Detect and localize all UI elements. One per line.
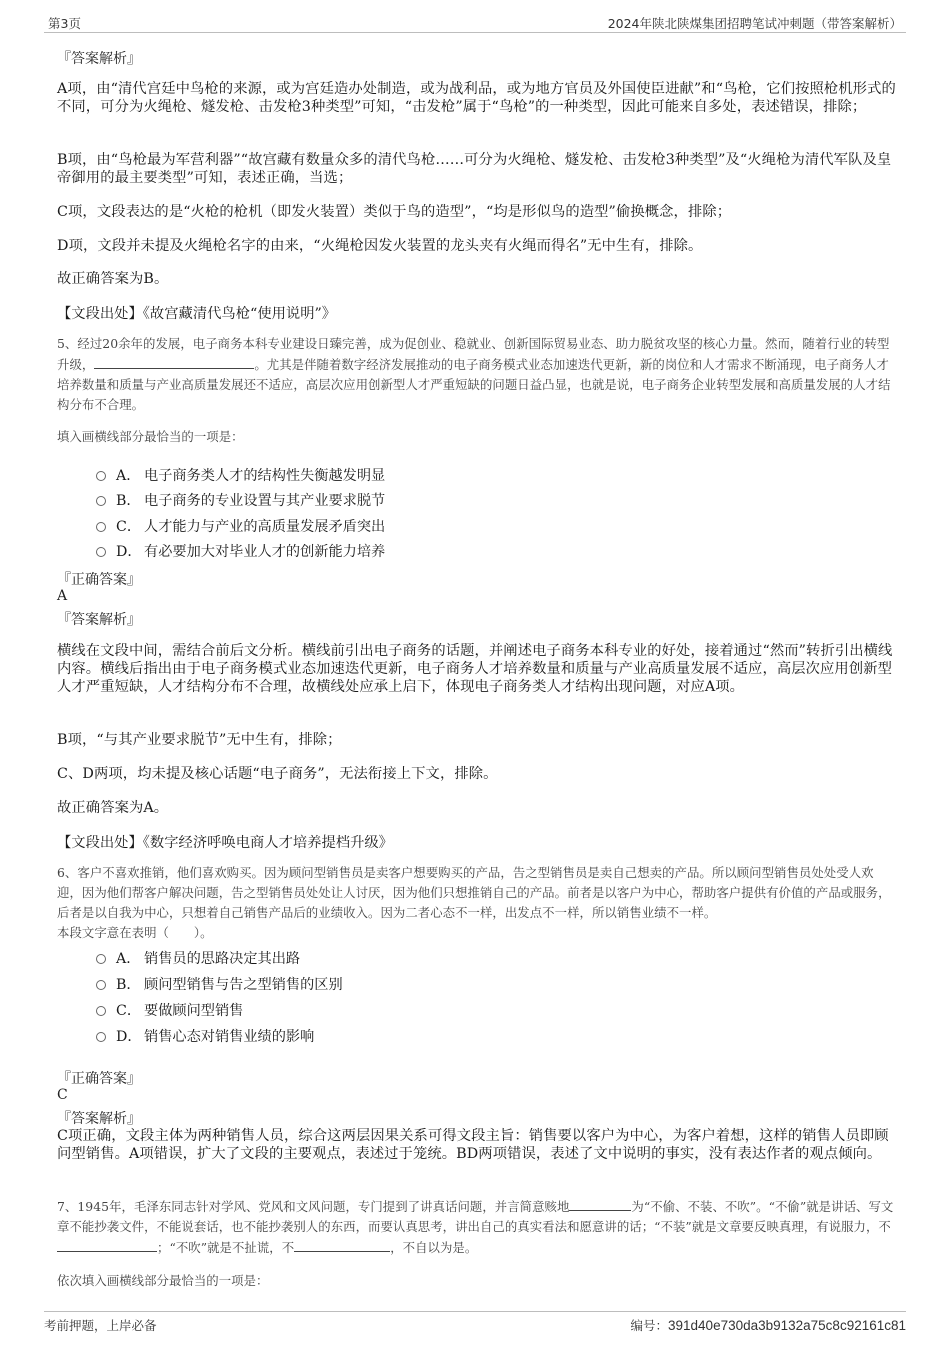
q5-answer: A <box>57 588 68 604</box>
q5-stem: 5、经过20余年的发展，电子商务本科专业建设日臻完善，成为促创业、稳就业、创新国际贸易业态、助力脱贫攻坚的核心力量。然而，随着行业的转型升级， 。尤其是伴随着数字经济发展推动的电子商务模式业态加速迭代更新，新的岗位和人才需求不断涌现，电子商务人才培养数量和质量与产业高质量发展还不适应，高层次应用创新型人才严重短缺的问题日益凸显，也就是说，电子商务企业转型发展和高质量发展的人才结构分布不合理。 <box>57 336 891 412</box>
document-title: 2024年陕北陕煤集团招聘笔试冲刺题（带答案解析） <box>607 16 902 31</box>
document-code <box>631 1316 907 1334</box>
q4-analysis-c: C项，文段表达的是“火枪的枪机（即发火装置）类似于鸟的造型”，“均是形似鸟的造型”偷换概念，排除； <box>57 204 732 220</box>
fill-blank <box>57 1237 157 1252</box>
q4-source <box>57 303 898 323</box>
q5-source <box>57 832 898 852</box>
radio-icon[interactable] <box>96 547 106 557</box>
analysis-label: 『答案解析』 <box>57 612 141 628</box>
code-label: 编号： <box>630 1318 669 1333</box>
page-number: 第3页 <box>48 16 81 31</box>
radio-icon[interactable] <box>96 954 106 964</box>
q4-conclusion: 故正确答案为B。 <box>57 271 169 287</box>
fill-blank <box>294 1237 390 1252</box>
radio-icon[interactable] <box>96 496 106 506</box>
q4-analysis-b: B项，由“鸟枪最为军营利器”“故宫藏有数量众多的清代鸟枪……可分为火绳枪、燧发枪、击发枪3种类型”及“火绳枪为清代军队及皇帝御用的最主要类型”可知，表述正确，当选； <box>57 152 892 186</box>
correct-answer-label: 『正确答案』 <box>57 1071 141 1087</box>
footer-slogan: 考前押题，上岸必备 <box>44 1318 157 1333</box>
q6-answer: C <box>57 1087 68 1103</box>
q5-analysis-cd: C、D两项，均未提及核心话题“电子商务”，无法衔接上下文，排除。 <box>57 766 498 782</box>
q4-analysis-d: D项，文段并未提及火绳枪名字的由来，“火绳枪因发火装置的龙头夹有火绳而得名”无中生有，排除。 <box>57 238 703 254</box>
q7-stem: 7、1945年，毛泽东同志针对学风、党风和文风问题，专门提到了讲真话问题，并言简意赅地 为“不偷、不装、不吹”。“不偷”就是讲话、写文章不能抄袭文件，不能说套话，也不能抄袭别人的东西，而要认真思考，讲出自己的真实看法和愿意讲的话；“不装”就是文章要反映真理，有说服力，不；“不吹”就是不扯谎，不 ，不自以为是。 <box>57 1196 898 1258</box>
source-title: 《数字经济呼唤电商人才培养提档升级》 <box>142 835 393 851</box>
radio-icon[interactable] <box>96 471 106 481</box>
radio-icon[interactable] <box>96 522 106 532</box>
q6-prompt: 本段文字意在表明（ ）。 <box>57 925 213 940</box>
radio-icon[interactable] <box>96 1032 106 1042</box>
page-footer <box>44 1311 906 1336</box>
code-value: 391d40e730da3b9132a75c8c92161c81 <box>668 1318 906 1333</box>
source-label: 【文段出处】 <box>57 306 143 322</box>
radio-icon[interactable] <box>96 1006 106 1016</box>
q5-analysis-main: 横线在文段中间，需结合前后文分析。横线前引出电子商务的话题，并阐述电子商务本科专业的好处，接着通过“然而”转折引出横线内容。横线后指出由于电子商务模式业态加速迭代更新，电子商务人才培养数量和质量与产业高质量发展不适应，高层次应用创新型人才严重短缺，人才结构分布不合理，故横线处应承上启下，体现电子商务类人才结构出现问题，对应A项。 <box>57 643 893 695</box>
correct-answer-label: 『正确答案』 <box>57 572 141 588</box>
q5-prompt: 填入画横线部分最恰当的一项是： <box>57 429 244 444</box>
q4-analysis-a: A项，由“清代宫廷中鸟枪的来源，或为宫廷造办处制造，或为战利品，或为地方官员及外国使臣进献”和“鸟枪，它们按照枪机形式的不同，可分为火绳枪、燧发枪、击发枪3种类型”可知，“击发枪”属于“鸟枪”的一种类型，因此可能来自多处，表述错误，排除； <box>57 81 896 115</box>
q7-prompt: 依次填入画横线部分最恰当的一项是： <box>57 1273 269 1288</box>
radio-icon[interactable] <box>96 980 106 990</box>
source-title: 《故宫藏清代鸟枪“使用说明”》 <box>142 306 337 322</box>
analysis-label: 『答案解析』 <box>57 1111 141 1127</box>
q5-conclusion: 故正确答案为A。 <box>57 800 169 816</box>
analysis-label: 『答案解析』 <box>57 51 141 67</box>
q5-analysis-b: B项，“与其产业要求脱节”无中生有，排除； <box>57 732 342 748</box>
page-header <box>44 10 906 33</box>
source-label: 【文段出处】 <box>57 835 143 851</box>
q6-analysis: C项正确，文段主体为两种销售人员，综合这两层因果关系可得文段主旨：销售要以客户为中心，为客户着想，这样的销售人员即顾问型销售。A项错误，扩大了文段的主要观点，表述过于笼统。BD两项错误，表述了文中说明的事实，没有表达作者的观点倾向。 <box>57 1128 889 1162</box>
fill-blank <box>94 354 254 369</box>
q6-stem: 6、客户不喜欢推销，他们喜欢购买。因为顾问型销售员是卖客户想要购买的产品，告之型销售员是卖自己想卖的产品。所以顾问型销售员处处受人欢迎，因为他们帮客户解决问题，告之型销售员处处让人讨厌，因为他们只想推销自己的产品。前者是以客户为中心，帮助客户提供有价值的产品或服务，后者是以自我为中心，只想着自己销售产品后的业绩收入。因为二者心态不一样，出发点不一样，所以销售业绩不一样。 <box>57 865 891 920</box>
fill-blank <box>569 1196 631 1211</box>
